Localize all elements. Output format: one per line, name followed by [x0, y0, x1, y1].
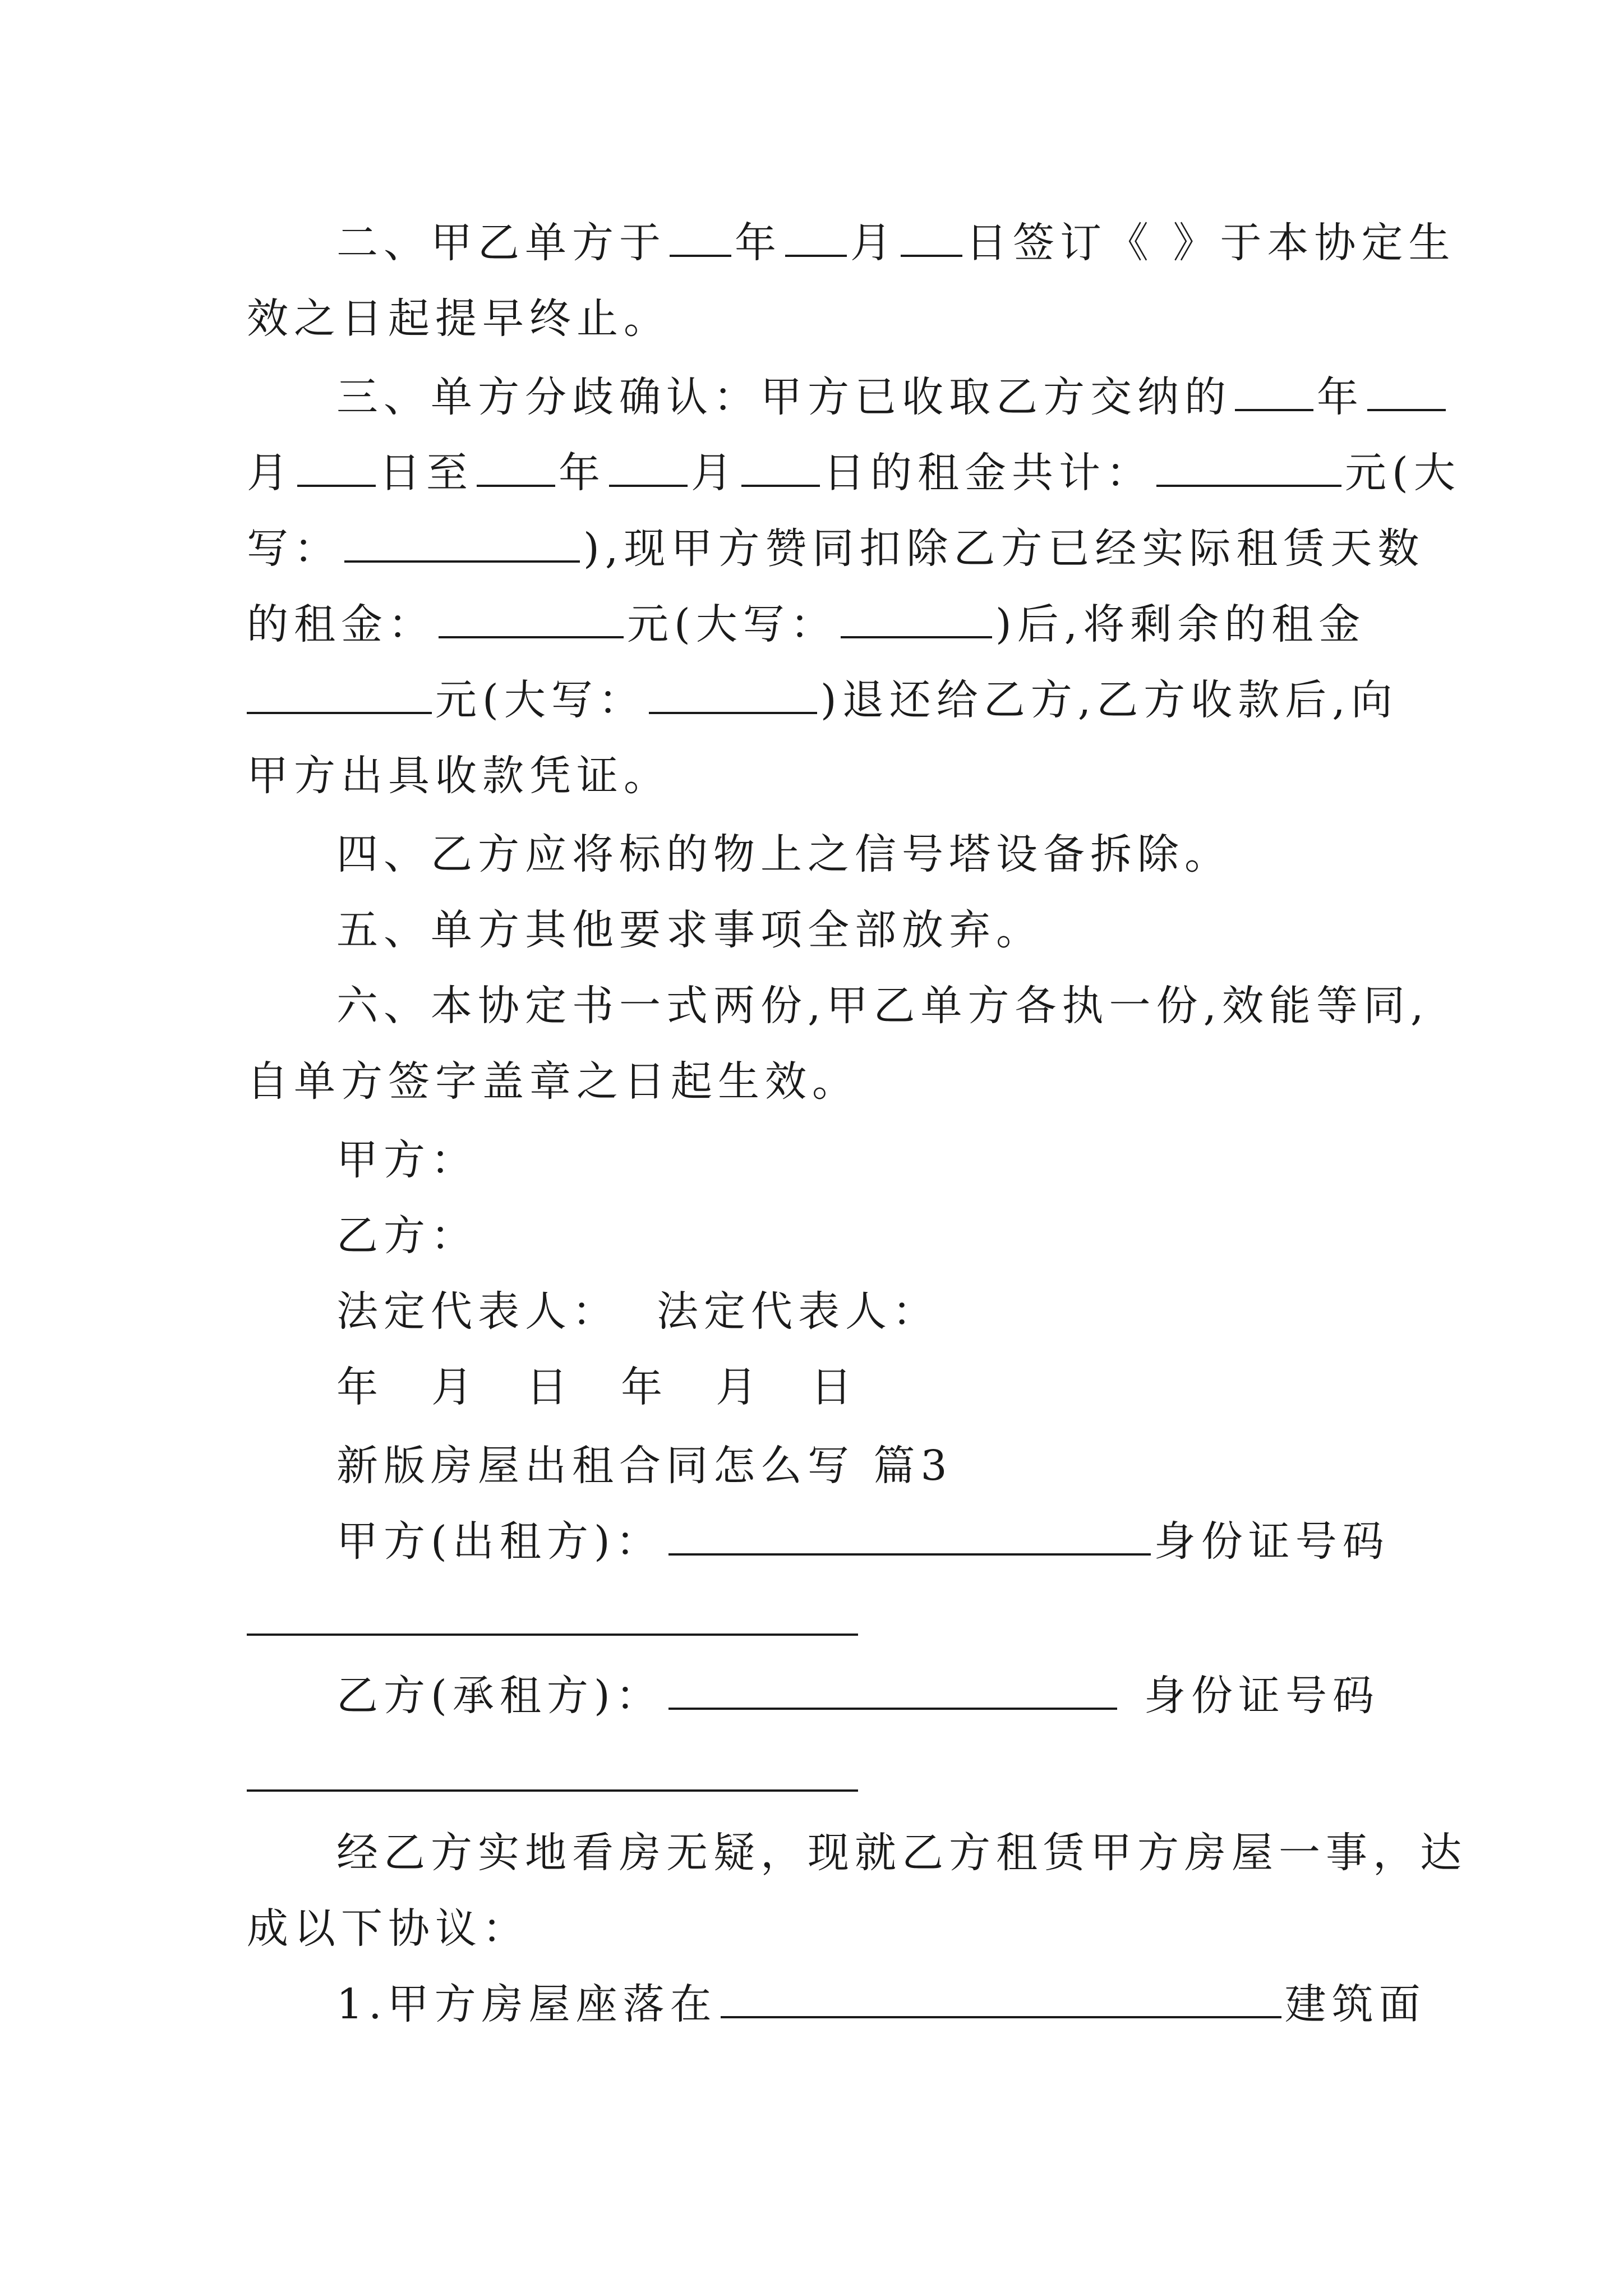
text: 年	[735, 219, 782, 267]
blank-field	[670, 221, 731, 257]
text: 六、本协定书一式两份,甲乙单方各执一份,效能等同,	[336, 982, 1430, 1030]
text: 二、甲乙单方于	[336, 219, 666, 267]
id-number-label: 身份证号码	[1144, 1672, 1380, 1720]
id-number-label: 身份证号码	[1154, 1517, 1390, 1566]
text: 元(大写：	[435, 676, 645, 724]
text: 经乙方实地看房无疑，现就乙方租赁甲方房屋一事，达	[336, 1829, 1467, 1877]
blank-field	[609, 451, 688, 487]
text: 三、单方分歧确认：甲方已收取乙方交纳的	[336, 373, 1232, 421]
blank-field	[741, 451, 820, 487]
text: 1.甲方房屋座落在	[336, 1980, 717, 2028]
lessee-label: 乙方(承租方)：	[336, 1672, 663, 1720]
text: 日至	[379, 449, 473, 497]
clause-6-line-1	[336, 968, 1430, 1044]
party-b-signature	[336, 1198, 1469, 1274]
clause-3-line-6	[247, 738, 1380, 814]
blank-field	[297, 451, 376, 487]
blank-field	[247, 678, 432, 714]
section-title	[336, 1428, 1469, 1504]
blank-field	[477, 451, 555, 487]
blank-field	[668, 1674, 1117, 1710]
agreement-intro-line-1	[336, 1815, 1467, 1891]
blank-field	[344, 527, 580, 563]
clause-2-line-2	[247, 280, 1380, 357]
id-number-blank	[247, 1634, 858, 1636]
text: 效之日起提早终止。	[247, 295, 671, 343]
item-1-line	[336, 1966, 1426, 2042]
blank-field	[1235, 375, 1313, 411]
clause-3-line-4	[247, 586, 1380, 662]
text: 成以下协议：	[247, 1904, 529, 1953]
text: 建筑面	[1284, 1980, 1426, 2028]
lessor-line	[336, 1503, 1390, 1580]
text: 甲方：	[336, 1136, 478, 1184]
text: 日的租金共计：	[823, 449, 1153, 497]
text: 年	[559, 449, 606, 497]
lessor-label: 甲方(出租方)：	[336, 1517, 663, 1566]
blank-field	[901, 221, 962, 257]
clause-3-line-3	[247, 510, 1425, 587]
blank-field	[721, 1982, 1281, 2018]
id-number-blank	[247, 1789, 858, 1792]
blank-field	[785, 221, 847, 257]
clause-3-line-1	[336, 359, 1380, 435]
text: 自单方签字盖章之日起生效。	[247, 1057, 859, 1106]
text: 甲方出具收款凭证。	[247, 752, 671, 800]
text: 元(大	[1345, 449, 1461, 497]
blank-field	[841, 602, 992, 638]
clause-3-line-5	[247, 662, 1398, 738]
clause-3-line-2	[247, 435, 1461, 511]
text: 日签订《 》于本协定生	[966, 219, 1456, 267]
blank-field	[1367, 375, 1446, 411]
text: ),现甲方赞同扣除乙方已经实际租赁天数	[583, 524, 1425, 573]
signature-dates	[336, 1349, 1469, 1425]
clause-6-line-2	[247, 1043, 1380, 1120]
text: 月	[247, 449, 294, 497]
party-a-signature	[336, 1122, 1469, 1198]
text: 五、单方其他要求事项全部放弃。	[336, 906, 1043, 954]
lessee-line	[336, 1658, 1380, 1734]
blank-field	[668, 1520, 1151, 1556]
clause-4	[336, 816, 1469, 892]
clause-5	[336, 892, 1469, 968]
agreement-intro-line-2	[247, 1890, 1380, 1967]
text: 写：	[247, 524, 341, 573]
legal-representatives	[336, 1273, 1469, 1350]
text: 年 月 日 年 月 日	[336, 1363, 861, 1411]
text: )后,将剩余的租金	[995, 600, 1366, 648]
blank-field	[1156, 451, 1341, 487]
blank-field	[649, 678, 817, 714]
text: 的租金：	[247, 600, 435, 648]
text: 月	[691, 449, 738, 497]
blank-field	[439, 602, 624, 638]
text: 新版房屋出租合同怎么写 篇3	[336, 1442, 953, 1490]
text: 法定代表人： 法定代表人：	[336, 1287, 940, 1336]
text: )退还给乙方,乙方收款后,向	[820, 676, 1398, 724]
clause-2-line-1	[336, 205, 1456, 281]
text: 元(大写：	[627, 600, 837, 648]
text: 年	[1317, 373, 1364, 421]
text: 四、乙方应将标的物上之信号塔设备拆除。	[336, 830, 1232, 878]
text: 月	[850, 219, 897, 267]
text: 乙方：	[336, 1212, 478, 1260]
